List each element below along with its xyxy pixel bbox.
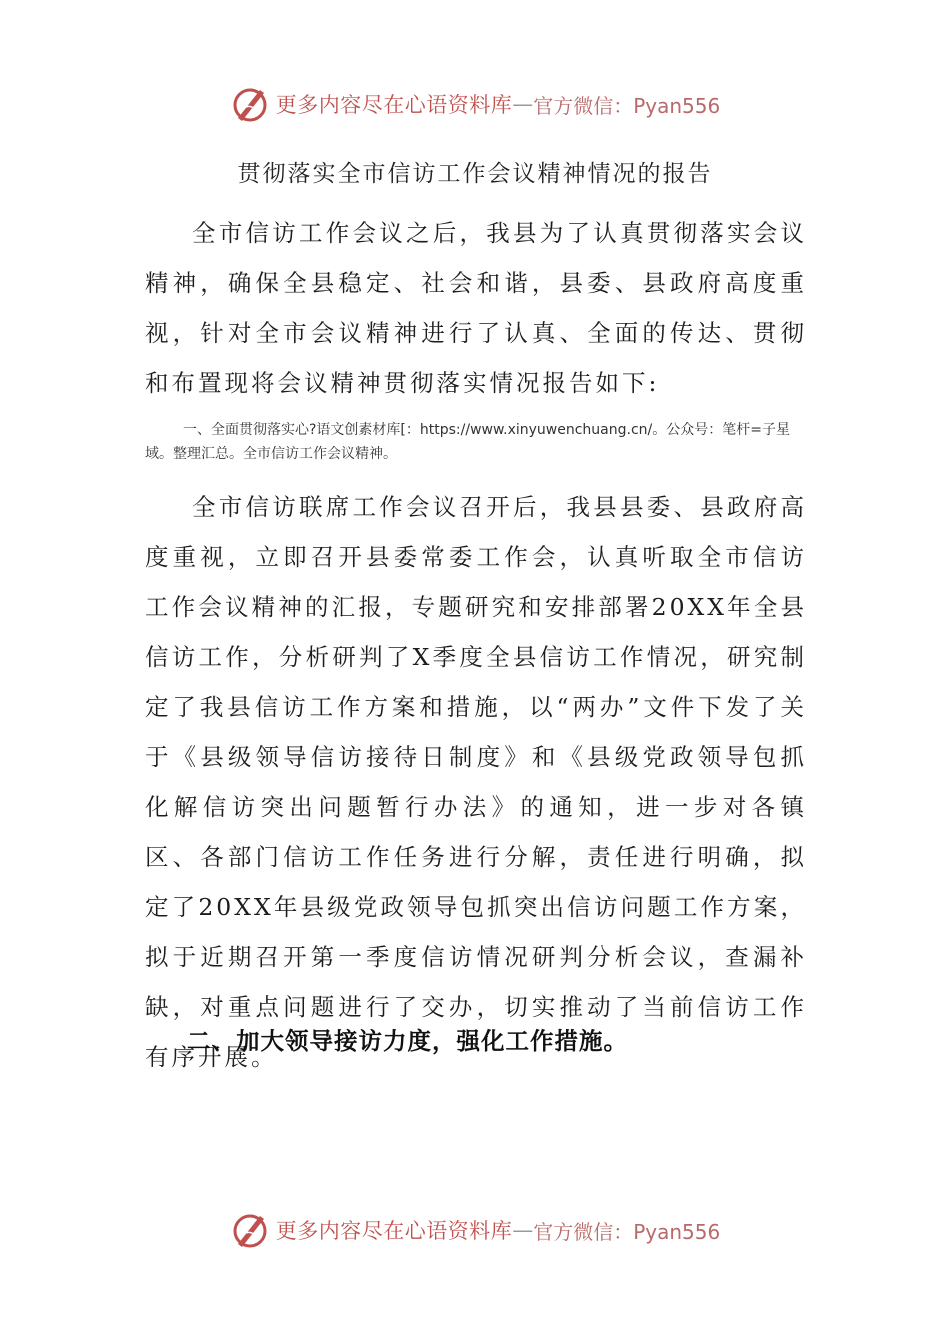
paragraph-section-one: 全市信访联席工作会议召开后，我县县委、县政府高度重视，立即召开县委常委工作会，认真听取全市信访工作会议精神的汇报，专题研究和安排部署20XX年全县信访工作，分析研判了X季度全县信访工作情况，研究制定了我县信访工作方案和措施，以“两办”文件下发了关于《县级领导信访接待日制度》和《县级党政领导包抓化解信访突出问题暂行办法》的通知，进一步对各镇区、各部门信访工作任务进行分解，责任进行明确，拟定了20XX年县级党政领导包抓突出信访问题工作方案，拟于近期召开第一季度信访情况研判分析会议，查漏补缺，对重点问题进行了交办，切实推动了当前信访工作有序开展。	[145, 493, 807, 1071]
header-banner	[0, 82, 950, 126]
banner-separator: —	[512, 1218, 534, 1242]
banner-contact: 官方微信：Pyan556	[533, 1219, 721, 1244]
banner-text: 更多内容尽在心语资料库	[275, 93, 513, 117]
pen-circle-logo-icon	[230, 1210, 270, 1250]
source-note: 一、全面贯彻落实心?语文创素材库[：https://www.xinyuwenchuang.cn/。公众号：笔杆=子星域。整理汇总。全市信访工作会议精神。	[145, 422, 790, 462]
paragraph-intro: 全市信访工作会议之后，我县为了认真贯彻落实会议精神，确保全县稳定、社会和谐，县委、县政府高度重视，针对全市会议精神进行了认真、全面的传达、贯彻和布置现将会议精神贯彻落实情况报告如下:	[145, 219, 807, 397]
banner-contact: 官方微信：Pyan556	[533, 93, 721, 118]
footer-banner	[0, 1208, 950, 1252]
pen-circle-logo-icon	[230, 84, 270, 124]
section-two-heading: 二、加大领导接访力度，强化工作措施。	[187, 1027, 628, 1055]
banner-separator: —	[512, 92, 534, 116]
document-title: 贯彻落实全市信访工作会议精神情况的报告	[237, 161, 713, 187]
banner-text: 更多内容尽在心语资料库	[275, 1219, 513, 1243]
